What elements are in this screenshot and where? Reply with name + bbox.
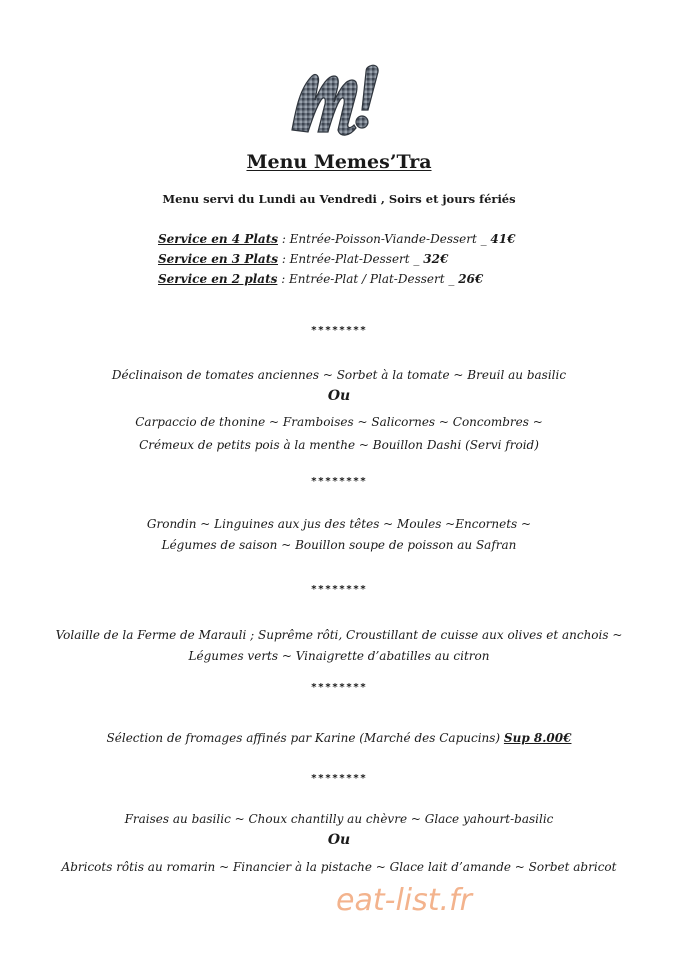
service-name: Service en 3 Plats	[158, 252, 278, 266]
or-label: Ou	[327, 832, 351, 848]
service-description: : Entrée-Poisson-Viande-Dessert _	[278, 232, 491, 246]
dessert-option-2: Abricots rôtis au romarin ~ Financier à la pistache ~ Glace lait d’amande ~ Sorbet abricot	[61, 860, 617, 874]
service-description: : Entrée-Plat-Dessert _	[278, 252, 424, 266]
starter-option-2-line-1: Carpaccio de thonine ~ Framboises ~ Salicornes ~ Concombres ~	[135, 415, 543, 429]
service-price: 26€	[458, 272, 484, 286]
meat-course-line-1: Volaille de la Ferme de Marauli ; Suprême rôti, Croustillant de cuisse aux olives et anchois ~	[55, 628, 623, 642]
starter-option-1: Déclinaison de tomates anciennes ~ Sorbet à la tomate ~ Breuil au basilic	[111, 368, 567, 382]
meat-course-line-2: Légumes verts ~ Vinaigrette d’abatilles au citron	[188, 649, 490, 663]
dessert-option-1: Fraises au basilic ~ Choux chantilly au chèvre ~ Glace yahourt-basilic	[124, 812, 554, 826]
service-2-plats	[158, 272, 483, 286]
service-price: 32€	[423, 252, 449, 266]
menu-availability: Menu servi du Lundi au Vendredi , Soirs et jours fériés	[162, 192, 516, 206]
watermark: eat-list.fr	[336, 883, 472, 918]
section-separator: ********	[310, 773, 368, 784]
service-name: Service en 2 plats	[158, 272, 278, 286]
section-separator: ********	[310, 682, 368, 693]
section-separator: ********	[310, 584, 368, 595]
starter-option-2-line-2: Crémeux de petits pois à la menthe ~ Bouillon Dashi (Servi froid)	[139, 438, 539, 452]
fish-course-line-2: Légumes de saison ~ Bouillon soupe de poisson au Safran	[161, 538, 517, 552]
section-separator: ********	[310, 325, 368, 336]
menu-title: Menu Memes’Tra	[246, 151, 432, 173]
cheese-supplement: Sup 8.00€	[503, 731, 572, 745]
service-name: Service en 4 Plats	[158, 232, 278, 246]
service-3-plats	[158, 252, 448, 266]
memestra-logo	[282, 58, 394, 144]
service-price: 41€	[490, 232, 516, 246]
or-label: Ou	[327, 388, 351, 404]
service-description: : Entrée-Plat / Plat-Dessert _	[277, 272, 459, 286]
section-separator: ********	[310, 476, 368, 487]
cheese-course	[0, 731, 678, 745]
service-4-plats	[158, 232, 515, 246]
fish-course-line-1: Grondin ~ Linguines aux jus des têtes ~ Moules ~Encornets ~	[146, 517, 532, 531]
cheese-description: Sélection de fromages affinés par Karine (Marché des Capucins)	[106, 731, 504, 745]
